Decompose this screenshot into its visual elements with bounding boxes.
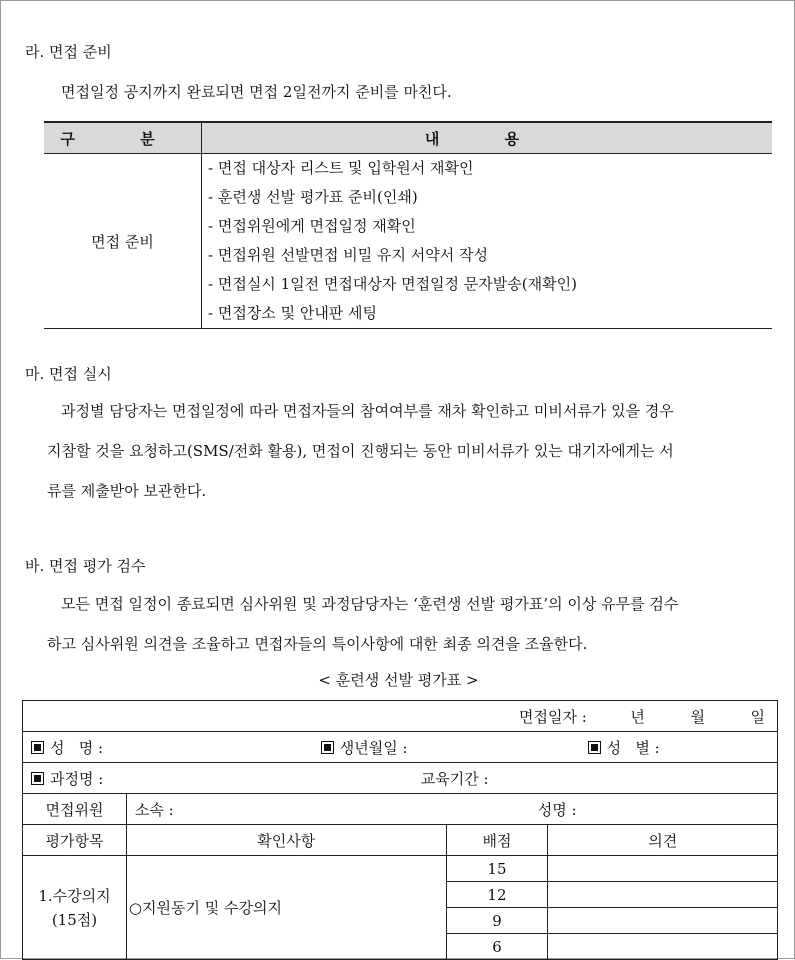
checkbox-icon (321, 741, 334, 754)
prep-table-col2-header: 내 용 (202, 122, 773, 154)
header-opinion: 의견 (548, 825, 778, 856)
opinion-cell[interactable] (548, 908, 778, 934)
paragraph-line: 하고 심사위원 의견을 조율하고 면접자들의 특이사항에 대한 최종 의견을 조율한다. (47, 635, 588, 653)
eval-item-name: 1.수강의지 (38, 886, 111, 905)
course-row (23, 763, 778, 794)
eval-form-table (22, 700, 778, 960)
prep-item: - 면접위원에게 면접일정 재확인 (208, 217, 416, 235)
eval-form-caption: < 훈련생 선발 평가표 > (318, 671, 479, 689)
score-cell: 12 (446, 882, 548, 908)
section-ra-heading: 라. 면접 준비 (25, 43, 112, 61)
prep-item: - 면접위원 선발면접 비밀 유지 서약서 작성 (208, 246, 489, 264)
section-ra-text: 면접일정 공지까지 완료되면 면접 2일전까지 준비를 마친다. (61, 83, 452, 101)
prep-table-items (202, 154, 773, 329)
paragraph-line: 과정별 담당자는 면접일정에 따라 면접자들의 참여여부를 재차 확인하고 미비서류가 있을 경우 (61, 402, 674, 420)
name-label: 성 명 : (50, 738, 104, 757)
affiliation-label: 소속 : (134, 800, 174, 819)
prep-item: - 면접 대상자 리스트 및 입학원서 재확인 (208, 159, 474, 177)
interview-date-label: 면접일자 : (519, 707, 587, 726)
birth-label: 생년월일 : (339, 738, 408, 757)
section-ba-paragraph (37, 584, 782, 664)
day-label: 일 (750, 707, 765, 726)
score-cell: 15 (446, 856, 548, 882)
prep-table-col1-header: 구 분 (44, 122, 202, 154)
year-label: 년 (630, 707, 645, 726)
month-label: 월 (690, 707, 705, 726)
header-score: 배점 (446, 825, 548, 856)
score-cell: 6 (446, 934, 548, 960)
applicant-info-row (23, 732, 778, 763)
opinion-cell[interactable] (548, 934, 778, 960)
checkbox-icon (31, 772, 44, 785)
period-label: 교육기간 : (420, 769, 489, 788)
prep-item: - 면접장소 및 안내판 세팅 (208, 304, 378, 322)
prep-item: - 훈련생 선발 평가표 준비(인쇄) (208, 188, 418, 206)
interviewer-info (126, 794, 777, 825)
header-item: 평가항목 (23, 825, 127, 856)
checkbox-icon (588, 741, 601, 754)
score-cell: 9 (446, 908, 548, 934)
opinion-cell[interactable] (548, 882, 778, 908)
prep-item: - 면접실시 1일전 면접대상자 면접일정 문자발송(재확인) (208, 275, 577, 293)
paragraph-line: 지참할 것을 요청하고(SMS/전화 활용), 면접이 진행되는 동안 미비서류가 있는 대기자에게는 서 (47, 442, 674, 460)
header-check: 확인사항 (126, 825, 446, 856)
section-ba-heading: 바. 면접 평가 검수 (25, 557, 146, 575)
section-ma-paragraph (37, 391, 782, 511)
interviewer-name-label: 성명 : (537, 800, 577, 819)
gender-label: 성 별 : (606, 738, 660, 757)
interviewer-label: 면접위원 (23, 794, 127, 825)
eval-item-cell (23, 856, 127, 960)
prep-table (44, 121, 772, 329)
interview-date-row (23, 701, 778, 732)
paragraph-line: 모든 면접 일정이 종료되면 심사위원 및 과정담당자는 ‘훈련생 선발 평가표’의 이상 유무를 검수 (61, 595, 679, 613)
opinion-cell[interactable] (548, 856, 778, 882)
prep-table-row-label: 면접 준비 (44, 154, 202, 329)
paragraph-line: 류를 제출받아 보관한다. (47, 482, 207, 500)
eval-check-cell: ○지원동기 및 수강의지 (126, 856, 446, 960)
eval-item-points: (15점) (51, 910, 98, 929)
section-ma-heading: 마. 면접 실시 (25, 365, 112, 383)
course-label: 과정명 : (50, 769, 104, 788)
checkbox-icon (31, 741, 44, 754)
